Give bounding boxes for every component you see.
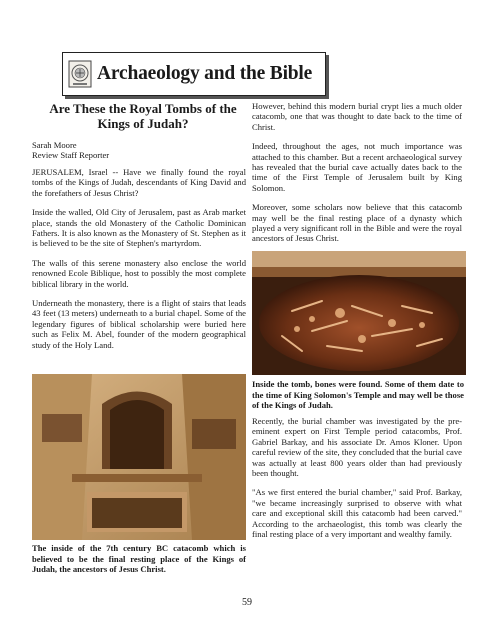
emblem-seal-icon bbox=[67, 59, 93, 89]
byline bbox=[32, 140, 109, 161]
left-column-text bbox=[32, 167, 246, 359]
paragraph: Indeed, throughout the ages, not much importance was attached to this chamber. But a recent archaeological survey has revealed that the burial cave actually dates back to the time of the First Temple of Jerusalem built by King Solomon. bbox=[252, 141, 462, 193]
author-name: Sarah Moore bbox=[32, 140, 77, 150]
paragraph: JERUSALEM, Israel -- Have we finally found the royal tombs of the Kings of Judah, descendants of King David and the forefathers of Jesus Christ? bbox=[32, 167, 246, 198]
right-column-text-top bbox=[252, 101, 462, 253]
paragraph: Recently, the burial chamber was investigated by the pre-eminent expert on First Temple period catacombs, Prof. Gabriel Barkay, and his associate Dr. Amos Kloner. Upon careful review of the site, they concluded that the burial cave was actually at least 800 years older than had previously been thought. bbox=[252, 416, 462, 479]
paragraph: Inside the walled, Old City of Jerusalem, past as Arab market place, stands the old Monastery of the Catholic Dominican Fathers. It is also known as the Monastery of St. Stephen as it is believed to be the site of Stephen's martyrdom. bbox=[32, 207, 246, 249]
paragraph: However, behind this modern burial crypt lies a much older catacomb, one that was thought to date back to the time of Christ. bbox=[252, 101, 462, 132]
paragraph: The walls of this serene monastery also enclose the world renowned Ecole Biblique, host to possibly the most complete biblical library in the world. bbox=[32, 257, 246, 289]
paragraph: Underneath the monastery, there is a flight of stairs that leads 43 feet (13 meters) underneath to a burial chapel. Some of the legendary figures of biblical scholarship were buried here such as Felix M. Abel, founder of the modern geographical study of the Holy Land. bbox=[32, 298, 246, 350]
paragraph: Moreover, some scholars now believe that this catacomb may well be the final resting place of a dynasty which played a very significant roll in the Bible and were the royal ancestors of Jesus Christ. bbox=[252, 202, 462, 244]
author-role: Review Staff Reporter bbox=[32, 150, 110, 161]
right-column-text-bottom bbox=[252, 416, 462, 548]
catacomb-photo bbox=[32, 374, 246, 540]
article-headline: Are These the Royal Tombs of the Kings of Judah? bbox=[49, 101, 237, 131]
bones-photo bbox=[252, 251, 466, 375]
section-banner bbox=[62, 52, 326, 96]
section-title: Archaeology and the Bible bbox=[97, 63, 313, 84]
page-number: 59 bbox=[242, 597, 252, 608]
bones-caption: Inside the tomb, bones were found. Some of them date to the time of King Solomon's Temple and may well be those of the Kings of Judah. bbox=[252, 379, 464, 411]
paragraph: "As we first entered the burial chamber," said Prof. Barkay, "we became increasingly surprised to observe with what care and exceptional skill this catacomb had been carved." According to the archaeologist, this tomb was clearly the final resting place of a very important and wealthy family. bbox=[252, 487, 462, 540]
catacomb-caption: The inside of the 7th century BC catacomb which is believed to be the final resting place of the Kings of Judah, the ancestors of Jesus Christ. bbox=[32, 543, 246, 575]
